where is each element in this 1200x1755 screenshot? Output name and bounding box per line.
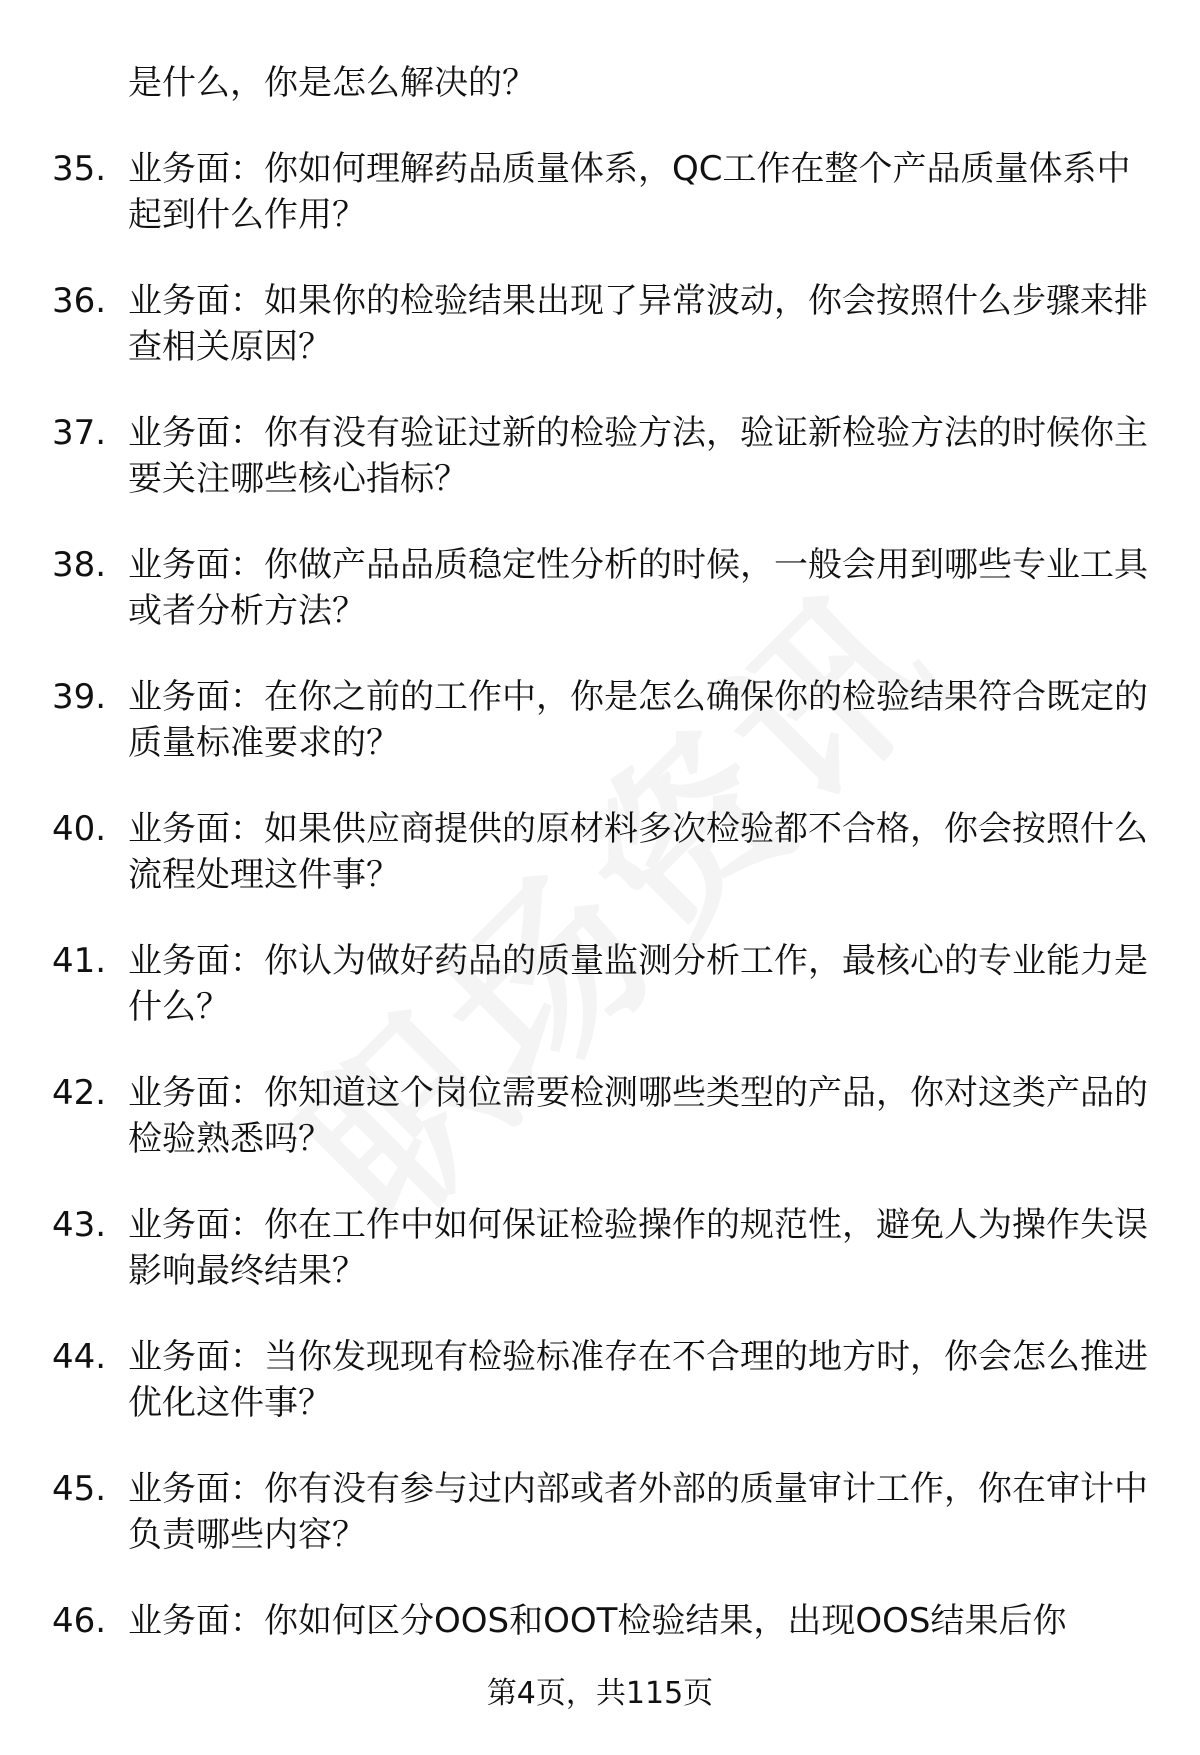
question-item [52,1466,1162,1598]
question-number: 36. [52,281,107,321]
question-number: 38. [52,545,107,585]
question-number: 43. [52,1205,107,1245]
question-item [52,278,1162,410]
question-number: 39. [52,677,107,717]
question-number: 44. [52,1337,107,1377]
question-item [52,674,1162,806]
question-text: 业务面：当你发现现有检验标准存在不合理的地方时，你会怎么推进优化这件事？ [128,1337,1148,1423]
question-item [52,1334,1162,1466]
question-text: 业务面：你有没有参与过内部或者外部的质量审计工作，你在审计中负责哪些内容？ [128,1469,1148,1555]
question-text: 业务面：如果你的检验结果出现了异常波动，你会按照什么步骤来排查相关原因？ [128,281,1148,367]
question-number: 46. [52,1601,107,1641]
continuation-text: 是什么，你是怎么解决的？ [128,63,536,103]
question-item [52,146,1162,278]
question-text: 业务面：你如何区分OOS和OOT检验结果，出现OOS结果后你 [128,1601,1067,1641]
question-item [52,1070,1162,1202]
question-item [52,410,1162,542]
question-text: 业务面：你有没有验证过新的检验方法，验证新检验方法的时候你主要关注哪些核心指标？ [128,413,1148,499]
question-text: 业务面：你做产品品质稳定性分析的时候，一般会用到哪些专业工具或者分析方法？ [128,545,1148,631]
question-text: 业务面：你如何理解药品质量体系，QC工作在整个产品质量体系中起到什么作用？ [128,149,1131,235]
page-footer: 第4页，共115页 [486,1676,714,1711]
question-text: 业务面：在你之前的工作中，你是怎么确保你的检验结果符合既定的质量标准要求的？ [128,677,1148,763]
question-number: 37. [52,413,107,453]
question-number: 45. [52,1469,107,1509]
question-item [52,806,1162,938]
question-number: 40. [52,809,107,849]
question-list [52,146,1162,1730]
question-text: 业务面：你在工作中如何保证检验操作的规范性，避免人为操作失误影响最终结果？ [128,1205,1148,1291]
question-number: 42. [52,1073,107,1113]
question-number: 41. [52,941,107,981]
question-text: 业务面：你认为做好药品的质量监测分析工作，最核心的专业能力是什么？ [128,941,1148,1027]
question-item [52,542,1162,674]
question-item [52,938,1162,1070]
question-text: 业务面：如果供应商提供的原材料多次检验都不合格，你会按照什么流程处理这件事？ [128,809,1148,895]
question-number: 35. [52,149,107,189]
question-item [52,1202,1162,1334]
question-text: 业务面：你知道这个岗位需要检测哪些类型的产品，你对这类产品的检验熟悉吗？ [128,1073,1148,1159]
